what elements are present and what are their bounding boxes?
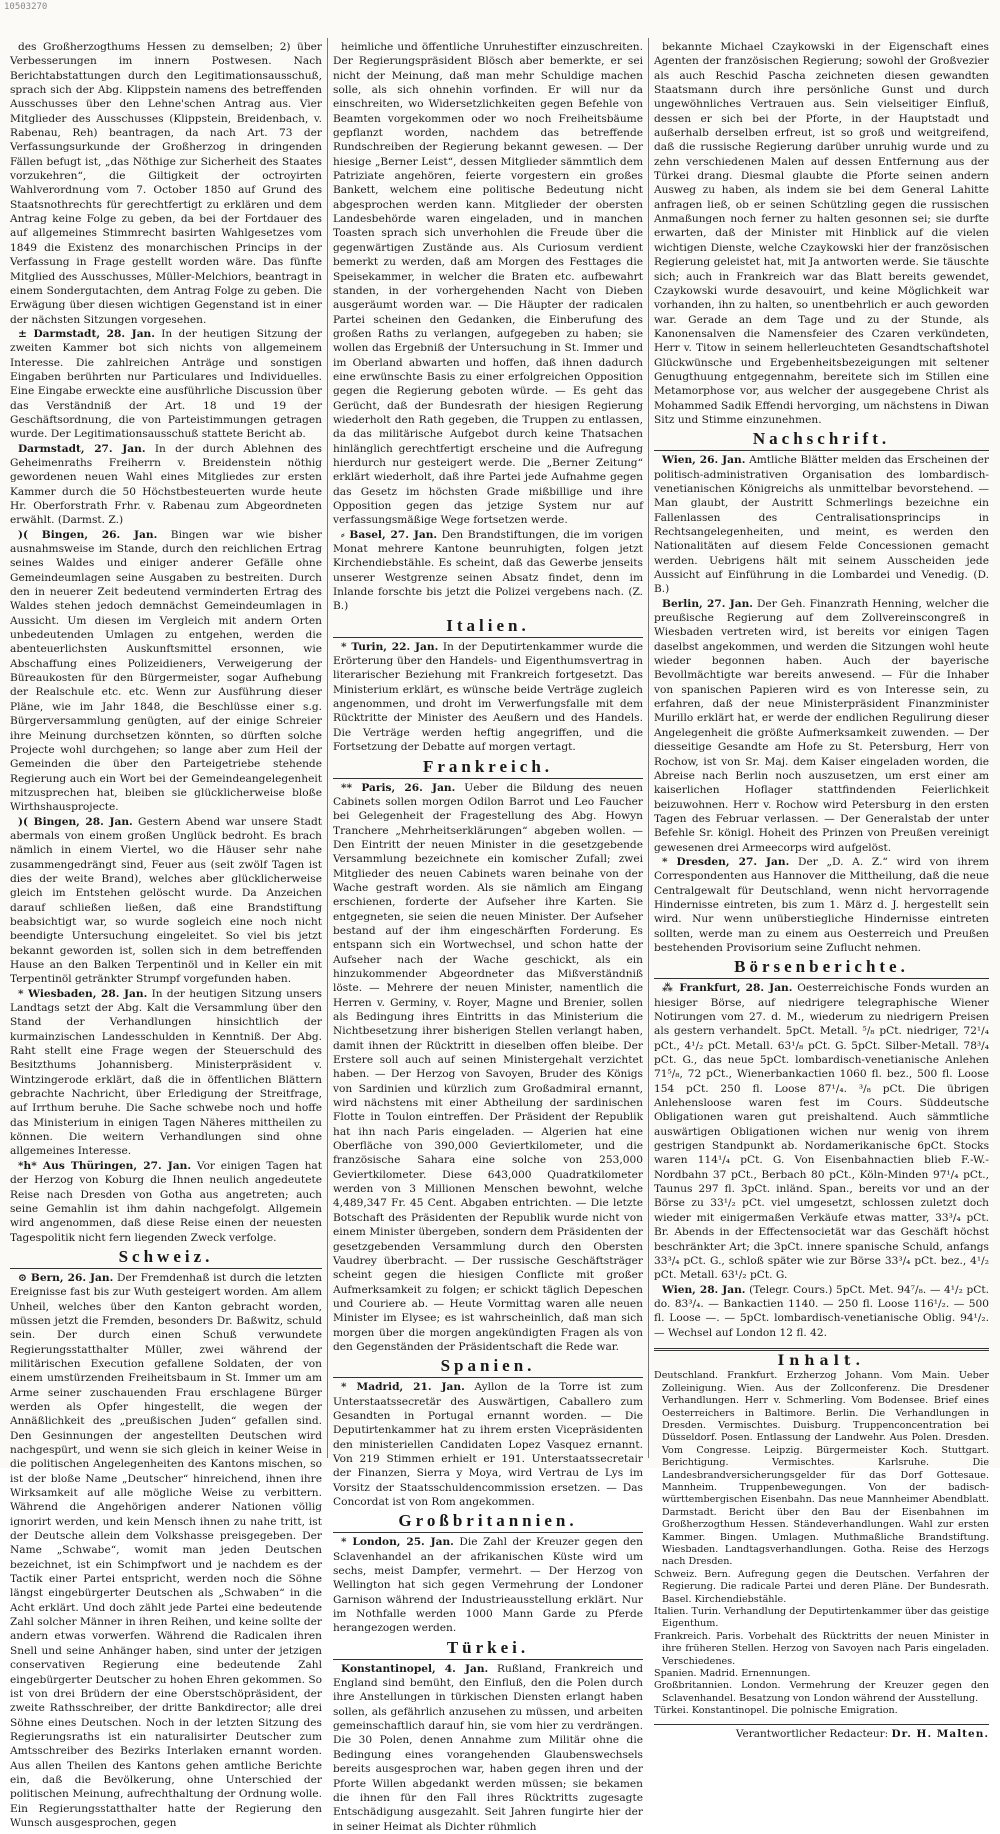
article-dateline: ⊙ Bern, 26. Jan.	[18, 1271, 114, 1284]
toc-entry: Schweiz. Bern. Aufregung gegen die Deutschen. Verfahren der Regierung. Die radicale Partei und deren Pläne. Der Bundesrath. Basel. Kirchendiebstähle.	[654, 1568, 989, 1605]
article-dateline: Konstantinopel, 4. Jan.	[341, 1662, 489, 1675]
article-paragraph	[333, 528, 643, 614]
archive-number: 10503270	[4, 2, 48, 12]
toc-entries	[654, 1370, 989, 1717]
article-text: Den Brandstiftungen, die im vorigen Monat mehrere Kantone beunruhigten, folgen jetzt Kirchendiebstähle. Es scheint, daß das Gewerbe jenseits unserer Westgrenze seinen Absatz findet, denn im Inlande forschte bis jetzt die Polizei vergebens nach. (Z. B.)	[333, 528, 643, 613]
article-text: Bingen war wie bisher ausnahmsweise im Stande, durch den reichlichen Ertrag seines Waldes und einiger anderer Gefälle ohne Gemeindeumlagen seine Ausgaben zu bestreiten. Durch den in neuerer Zeit bedeutend verminderten Ertrag des Waldes stehen jedoch demnächst Gemeindeumlagen in Aussicht. Um diesen im Vergleich mit andern Orten unbedeutenden Umlagen zu entgehen, werden die abenteuerlichsten Auskunftsmittel ersonnen, wie Abschaffung eines Polizeidieners, Verweigerung der Büreaukosten für den Bürgermeister, sogar Aufhebung der Realschule etc. etc. Wenn zur Ausführung dieser Pläne, wie im Jahr 1848, die Beschlüsse einer s.g. Bürgerversammlung genügten, auf der einige Schreier ihre Meinung durchsetzen könnten, so dürften solche Projecte wohl durchgehen; so lange aber zum Heil der Gemeinden die über den Parteigetriebe stehende Regierung auch ein Wort bei der Gemeindeangelegenheit mitzusprechen hat, bleiben sie glücklicherweise bloße Wirthshausprojecte.	[10, 528, 322, 814]
article-paragraph	[10, 327, 322, 442]
article-text: Ueber die Bildung des neuen Cabinets sollen morgen Odilon Barrot und Leo Faucher bei Gelegenheit der Fragestellung des Abg. Howyn Tranchere „Mehrheitserklärungen“ abgeben wollen. — Den Eintritt der neuen Minister in die gesetzgebende Versammlung bezeichnete ein komischer Zufall; zwei Mitglieder des neuen Cabinets waren beinahe von der Wache gestraft worden. Als sie nämlich am Eingang erschienen, forderte der Aufseher ihre Karten. Sie entgegneten, sie seien die neuen Minister. Der Aufseher bestand auf der ihm eingeschärften Forderung. Es entspann sich ein Wortwechsel, und schon hatte der Aufseher nach der Wache geschickt, als ein hinzukommender Abgeordneter das Mißverständniß löste. — Mehrere der neuen Minister, namentlich die Herren v. Germiny, v. Royer, Magne und Brenier, sollen als Bedingung ihres Eintritts in das Ministerium die Nichtbesetzung ihrer bisherigen Stellen verlangt haben, damit ihnen der Rücktritt in dieselben offen bleibe. Der Erstere soll auch auf seinen Ministergehalt verzichtet haben. — Der Herzog von Savoyen, Bruder des Königs von Sardinien und kürzlich zum Großadmiral ernannt, wird nächstens mit einer Abtheilung der sardinischen Flotte in Toulon eintreffen. Der Präsident der Republik hat ihn nach Paris eingeladen. — Algerien hat eine Oberfläche von 390,000 Geviertkilometer, und die französische Sahara eine solche von 253,000 Geviertkilometer. Diese 643,000 Quadratkilometer werden von 3 Millionen Menschen bewohnt, welche 4,489,347 Fr. 45 Cent. Abgaben entrichten. — Die letzte Botschaft des Präsidenten der Republik wurde nicht von einem Minister übergeben, sondern dem Präsidenten der gesetzgebenden Versammlung durch den Obersten Vaudrey überbracht. — Der russische Geschäftsträger scheint gegen die hiesigen Conflicte mit großer Aufmerksamkeit zu folgen; er schickt täglich Depeschen und Couriere ab. — Heute Vormittag waren alle neuen Minister im Elysee; es ist wahrscheinlich, daß man sich morgen über die morgen angekündigten Fragen als von den Gegenständen der Präsidentschaft die Rede war.	[333, 781, 643, 1353]
article-paragraph	[10, 987, 322, 1159]
section-divider	[333, 1532, 643, 1533]
article-dateline: * Madrid, 21. Jan.	[341, 1381, 465, 1394]
article-paragraph	[654, 597, 989, 855]
column-rule	[327, 38, 328, 1458]
article-dateline: )( Bingen, 26. Jan.	[18, 528, 158, 541]
editor-line	[654, 1724, 989, 1740]
column-2	[333, 40, 644, 1833]
toc-entry: Frankreich. Paris. Vorbehalt des Rücktritts der neuen Minister in ihre früheren Stellen. Herzog von Savoyen nach Paris eingeladen. Verschiedenes.	[654, 1630, 989, 1667]
toc-entry: Großbritannien. London. Vermehrung der Kreuzer gegen den Sclavenhandel. Besatzung von London während der Ausstellung.	[654, 1680, 989, 1704]
toc-title: Inhalt.	[777, 1352, 866, 1369]
section-heading: Spanien.	[440, 1356, 536, 1376]
article-paragraph	[654, 453, 989, 596]
article-text: Ayllon de la Torre ist zum Unterstaatssecretär des Auswärtigen, Caballero zum Gesandten in Portugal ernannt worden. — Die Deputirtenkammer hat zu ihrem ersten Vicepräsidenten den ministeriellen Candidaten Lopez Vasquez ernannt. Von 219 Stimmen erhielt er 191. Unterstaatssecretair der Finanzen, Sierra y Moya, wird Vertrau de Lys im Vorsitz der Staatsschuldencommission ersetzen. — Das Concordat ist von Rom angekommen.	[333, 1381, 643, 1508]
article-text: Der „D. A. Z.“ wird von ihrem Correspondenten aus Hannover die Mittheilung, daß die neue Centralgewalt für Deutschland, wenn nicht hervorragende Hindernisse eintreten, bis zum 1. März d. J. hergestellt sein wird. Nur wenn unüberstiegliche Hindernisse eintreten sollten, werde man zu einem aus Oesterreich und Preußen bestehenden Provisorium seine Zuflucht nehmen.	[654, 855, 990, 954]
article-paragraph	[333, 1535, 643, 1635]
article-paragraph	[333, 40, 643, 528]
article-text: (Telegr. Cours.) 5pCt. Met. 94⁷/₈. — 4¹/₂ pCt. do. 83³/₄. — Bankactien 1140. — 250 fl. Loose 116¹/₂. — 500 fl. Loose —. — 5pCt. lombardisch-venetianische Oblig. 94¹/₂. — Wechsel auf London 12 fl. 42.	[654, 1283, 989, 1339]
article-paragraph	[10, 1271, 322, 1830]
article-paragraph	[654, 855, 989, 955]
article-dateline: ± Darmstadt, 28. Jan.	[18, 327, 155, 340]
section-divider	[333, 1377, 643, 1378]
section-divider	[333, 637, 643, 638]
article-dateline: ⸗ Basel, 27. Jan.	[341, 528, 438, 541]
article-text: heimliche und öffentliche Unruhestifter einzuschreiten. Der Regierungspräsident Blösch aber bemerkte, er sei nicht der Meinung, daß man mehr Schuldige machen solle, als sich ohnehin vorfinden. Er will nur da einschreiten, wo Widersetzlichkeiten gegen Befehle von Beamten vorgekommen oder wo noch Freiheitsbäume gepflanzt worden, nachdem das betreffende Rundschreiben der Regierung bekannt gewesen. — Der hiesige „Berner Leist“, dessen Mitglieder sämmtlich dem Patriziate angehören, feierte vorgestern ein großes Bankett, welchem eine politische Bedeutung nicht abgesprochen werden kann. Mitglieder der obersten Landesbehörde waren eingeladen, und in manchen Toasten sprach sich unverhohlen die Freude über die gegenwärtigen Zustände aus. Als Curiosum verdient bemerkt zu werden, daß am Morgen des Festtages die Speisekammer, in welcher die Braten etc. aufbewahrt standen, in der vorhergehenden Nacht von Dieben ausgeräumt worden war. — Die Häupter der radicalen Partei scheinen den Gedanken, die Einberufung des großen Raths zu verlangen, aufgegeben zu haben; sie wollen das Ergebniß der Untersuchung in St. Immer und im Oberland abwarten und hoffen, daß ihnen dadurch eine erwünschte Basis zu einer erfolgreichen Opposition gegen die Regierung geboten würde. — Es geht das Gerücht, daß der Bundesrath der hiesigen Regierung wiederholt den Rath gegeben, die Truppen zu entlassen, da das militärische Aufgebot durch keine Thatsachen hinlänglich gerechtfertigt erscheine und die Aufregung hierdurch nur gesteigert werde. Die „Berner Zeitung“ erklärt wiederholt, daß ihre Partei jede Aufnahme gegen das Gesetz im höchsten Grade mißbillige und ihre Opposition gegen das jetzige System nur auf verfassungsmäßige Wege fortsetzen werde.	[333, 41, 643, 527]
article-text: Der Fremdenhaß ist durch die letzten Ereignisse fast bis zur Wuth gesteigert worden. Am allem Unheil, welches über den Kanton gebracht worden, müssen jetzt die Fremden, besonders Dr. Baßwitz, schuld sein. Der durch einen Schuß verwundete Regierungsstatthalter Müller, zwei während der militärischen Execution gefallene Soldaten, der von einem umstürzenden Freiheitsbaum in St. Immer um am Arme seiner zuschauenden Frau erschlagene Bürger werden als Opfer hingestellt, die wegen der Annäßlichkeit des „preußischen Juden“ gefallen sind. Den Gesinnungen der angestellten Deutschen wird nachgespürt, und wenn sie sich gleich in keiner Weise in die politischen Angelegenheiten des Kantons mischen, so ist der bloße Name „Deutscher“ hinreichend, ihnen ihre Wirksamkeit auf alle mögliche Weise zu verbittern. Während die Angehörigen anderer Nationen völlig ignorirt werden, und kein Mensch ihnen zu nahe tritt, ist der Deutsche allein dem Volkshasse preisgegeben. Der Name „Schwabe“, womit man jeden Deutschen bezeichnet, ist ein Schimpfwort und je nachdem es der Tactik einer Partei entspricht, werden noch die Söhne längst eingebürgerter Deutschen als „Schwaben“ in die Acht erklärt. Und doch zählt jede Partei eine bedeutende Zahl solcher Männer in ihren Reihen, und keine sollte der andern etwas vorwerfen. Während die Radicalen ihren Snell und seine Anhänger haben, sind unter der jetzigen conservativen Regierung eine bedeutende Zahl eingebürgerter Deutscher zu hohen Ehren gekommen. So ist von drei Brüdern der eine Oberstschöpräsident, der zweite Rathsschreiber, der dritte Bankdirector; alle drei Söhne eines Deutschen. Noch in der letzten Sitzung des Regierungsraths ist ein naturalisirter Deutscher zum Amtsschreiber des Bezirks Interlaken ernannt worden. Aus allen Theilen des Kantons gehen amtliche Berichte ein, daß die Bevölkerung, ohne Unterschied der politischen Meinung, aufrechthaltung der Ordnung wolle. Ein Regierungsstatthalter hatte der Regierung den Wunsch ausgesprochen, gegen	[10, 1271, 323, 1829]
article-dateline: Darmstadt, 27. Jan.	[18, 442, 146, 455]
article-paragraph	[654, 40, 989, 427]
section-heading: Frankreich.	[422, 756, 554, 776]
article-text: Gestern Abend war unsere Stadt abermals von einem großen Unglück bedroht. Es brach nämlich in einem Viertel, wo die Häuser sehr nahe zusammengedrängt sind, Feuer aus (seit zwölf Tagen ist dies der weite Brand), welches aber glücklicherweise gleich im Entstehen gelöscht wurde. Da Anzeichen darauf schließen ließen, daß eine Brandstiftung beabsichtigt war, so wurde sogleich eine noch nicht beendigte Untersuchung eingeleitet. So viel bis jetzt bekannt geworden ist, sollen sich in dem betreffenden Hause an den Balken Terpentinöl und in Keller ein mit Terpentinöl getränkter Strumpf vorgefunden haben.	[10, 815, 322, 986]
article-text: Vor einigen Tagen hat der Herzog von Koburg die Ihnen neulich angedeutete Reise nach Dresden von Gotha aus angetreten; auch seine Gemahlin ist ihm dahin nachgefolgt. Allgemein wird angenommen, daß diese Reise einen der neuesten Tagespolitik nicht fern liegenden Zweck verfolge.	[10, 1159, 323, 1244]
article-text: Der Geh. Finanzrath Henning, welcher die preußische Regierung auf dem Zollvereinscongreß in Wiesbaden vertreten wird, ist bereits vor einigen Tagen daselbst angekommen, und werden die Sitzungen wohl heute wieder begonnen haben. Auch der bayerische Bevollmächtigte war bereits anwesend. — Für die Inhaber von spanischen Papieren wird es von Interesse sein, zu erfahren, daß der neue Ministerpräsident Finanzminister Murillo erklärt hat, er werde der endlichen Regulirung dieser Angelegenheit die größte Aufmerksamkeit zuwenden. — Der diesseitige Gesandte am Hofe zu St. Petersburg, Herr von Rochow, ist von Sr. Maj. dem Kaiser eingeladen worden, die Abreise nach Berlin noch auszusetzen, um erst einer am kaiserlichen Hoflager stattfindenden Feierlichkeit beizuwohnen. Herr v. Rochow wird Petersburg in den ersten Tagen des Februar verlassen. — Der Generalstab der unter Befehle Sr. königl. Hoheit des Prinzen von Preußen vereinigt gewesenen drei Armeecorps wird aufgelöst.	[654, 597, 989, 854]
article-paragraph	[654, 1283, 989, 1340]
section-divider	[654, 450, 989, 451]
article-text: In der Deputirtenkammer wurde die Erörterung über den Handels- und Eigenthumsvertrag in literarischer Beziehung mit Frankreich fortgesetzt. Das Ministerium erklärt, es wünsche beide Verträge zugleich angenommen, und droht im Verwerfungsfalle mit dem Rücktritte der Minister des Aeußern und des Handels. Die Verträge werden heftig angegriffen, und die Fortsetzung der Debatte auf morgen vertagt.	[333, 640, 644, 754]
article-paragraph	[10, 1159, 322, 1245]
section-heading: Börsenberichte.	[734, 957, 909, 977]
article-dateline: ⁂ Frankfurt, 28. Jan.	[662, 982, 793, 995]
article-paragraph	[10, 528, 322, 815]
column-3	[654, 40, 990, 1740]
section-heading: Italien.	[446, 615, 530, 635]
article-dateline: )( Bingen, 28. Jan.	[18, 815, 133, 828]
article-text: Oesterreichische Fonds wurden an hiesiger Börse, auf niedrigere telegraphische Wiener Notirungen vom 27. d. M., wiederum zu niedrigern Preisen als gestern verhandelt. 5pCt. Metall. ⁵/₈ pCt. niedriger, 72¹/₄ pCt., 4¹/₂ pCt. Metall. 63¹/₈ pCt. G. 5pCt. Silber-Metall. 78³/₄ pCt. G., das neue 5pCt. lombardisch-venetianische Anlehen 71⁵/₈, 72 pCt., Wienerbankactien 1060 fl. bez., 500 fl. Loose 154 pCt. 250 fl. Loose 87¹/₄. ³/₈ pCt. Die übrigen Anlehensloose waren fest im Cours. Süddeutsche Obligationen waren gut preishaltend. Auch sämmtliche auswärtigen Obligationen wichen nur wenig von ihrem gestrigen Standpunkt ab. Nordamerikanische 6pCt. Stocks waren 114¹/₄ pCt. G. Von Eisenbahnactien blieb F.-W.-Nordbahn 37 pCt., Berbach 80 pCt., Köln-Minden 97¹/₄ pCt., Taunus 297 fl. 3pCt. inländ. Span., bereits vor und an der Börse zu 33¹/₂ pCt. viel umgesetzt, schlossen zuletzt doch wieder mit einigermaßen Verkäufe etwas matter, 33³/₄ pCt. Br. Abends in der Effectensocietät war das Geschäft höchst beschränkter Art; die 3pCt. innere spanische Schuld, anfangs 33³/₄ pCt. G., schloß später wie zur Börse 33³/₄ pCt. bez., 4¹/₂ pCt. Metall. 63¹/₂ pCt. G.	[654, 982, 990, 1282]
article-text: bekannte Michael Czaykowski in der Eigenschaft eines Agenten der französischen Regierung; sowohl der Großvezier als auch Reschid Pascha zeichneten diesen gewandten Staatsmann durch ihre persönliche Gunst und durch ungewöhnliches Vertrauen aus. Sein vielseitiger Einfluß, dessen er sich bei der Pforte, in der Hauptstadt und außerhalb derselben erfreut, ist so groß und weitgreifend, daß die russische Regierung darüber unruhig wurde und zu zehn verschiedenen Malen auf dessen Entfernung aus der Türkei drang. Diesmal glaubte die Pforte seinen andern Ausweg zu haben, als indem sie bei dem General Lahitte anfragen ließ, ob er seinen Schützling gegen die russischen Anmaßungen noch ferner zu halten gesonnen sei; sie durfte erwarten, daß der Minister mit Hinblick auf die vielen wichtigen Dienste, welche Czaykowski hier der französischen Regierung geleistet hat, mit Ja antworten werde. Sie täuschte sich; auch in Frankreich war das Blatt bereits gewendet, Czaykowski wurde desavouirt, und keine Möglichkeit war vorhanden, ihn zu halten, so unentbehrlich er auch geworden war. Gerade an dem Tage und zu der Stunde, als Kanonensalven die Namensfeier des Czaren verkündeten, Herr v. Titow in seinem hellerleuchteten Gesandtschaftshotel Glückwünsche und Ergebenheitsbezeigungen mit seltener Genugthuung entgegennahm, bereitete sich im Stillen eine Metamorphose vor, aus welcher der ausgegebene Christ als Mohammed Sadik Effendi hervorging, um nächstens in Diwan Sitz und Stimme einzunehmen.	[654, 41, 989, 426]
editor-name: Dr. H. Malten.	[891, 1727, 989, 1740]
article-paragraph	[333, 1380, 643, 1509]
toc-entry: Spanien. Madrid. Ernennungen.	[654, 1668, 811, 1680]
article-text: des Großherzogthums Hessen zu demselben; 2) über Verbesserungen im innern Postwesen. Nach Berichtabstattungen durch den Legitimationsausschuß, sprach sich der Abg. Klippstein namens des betreffenden Ausschusses über den Lehne'schen Antrag aus. Vier Mitglieder des Ausschusses (Klippstein, Breidenbach, v. Rabenau, Reh) beantragen, da nach Art. 73 der Verfassungsurkunde der Großherzog in dringenden Fällen befugt ist, „das Nöthige zur Sicherheit des Staates vorzukehren“, die Giltigkeit der octroyirten Wahlverordnung vom 7. October 1850 auf Grund des Staatsnothrechts für gerechtfertigt zu erklären und dem Antrag keine Folge zu geben, da bei der Fortdauer des auf allgemeines Stimmrecht basirten Wahlgesetzes vom 1849 die Existenz des monarchischen Princips in der Verfassung in Frage gestellt worden wäre. Das fünfte Mitglied des Ausschusses, Müller-Melchiors, beantragt in einem Sondergutachten, dem Antrag Folge zu geben. Die Erwägung über diesen wichtigen Gegenstand ist in einer der nächsten Sitzungen vorgesehen.	[10, 41, 322, 326]
section-heading: Schweiz.	[118, 1246, 214, 1266]
column-3-articles	[654, 40, 989, 1340]
table-of-contents	[654, 1348, 989, 1740]
editor-label: Verantwortlicher Redacteur:	[735, 1727, 889, 1740]
article-paragraph	[333, 781, 643, 1355]
article-text: Rußland, Frankreich und England sind bemüht, den Einfluß, den die Polen durch ihre Anstellungen in türkischen Diensten erlangt haben sollen, als gefährlich anzusehen zu müssen, und arbeiten gemeinschaftlich darauf hin, sie vom hier zu verdrängen. Die 30 Polen, denen Annahme zum Militär ohne die Bedingung eines vorangehenden Glaubenswechsels bereits ausgesprochen war, haben gegen ihren und der Pforte Willen abgedankt werden müssen; sie bekamen die ihnen für den Fall ihres Rücktritts zugesagte Entschädigung ausgezahlt. Seit Jahren fungirte hier der in seiner Heimat als Dichter rühmlich	[333, 1662, 643, 1833]
article-text: In der heutigen Sitzung unsers Landtags setzt der Abg. Kalt die Versammlung über den Stand der Verhandlungen hinsichtlich der kurmainzischen Landesschulden in Kenntniß. Der Abg. Raht stellt eine Frage wegen der Steuerschuld des Besitzthums Johannisberg. Ministerpräsident v. Wintzingerode erklärt, daß die in öffentlichen Blättern gebrachte Nachricht, über Erledigung der Streitfrage, auf Irrthum beruhe. Die Sache schwebe noch und hoffe das Ministerium in einigen Tagen Näheres mittheilen zu können. Die weitern Verhandlungen sind ohne allgemeines Interesse.	[10, 987, 322, 1158]
article-text: Die Zahl der Kreuzer gegen den Sclavenhandel an der afrikanischen Küste wird um sechs, meist Dampfer, vermehrt. — Der Herzog von Wellington hat sich gegen Vermehrung der Londoner Garnison während der Industrieausstellung erklärt. Nur im Nothfalle werden 1000 Mann Garde zu Pferde herangezogen werden.	[333, 1536, 643, 1635]
article-dateline: *h* Aus Thüringen, 27. Jan.	[18, 1159, 192, 1172]
article-dateline: Wien, 28. Jan.	[662, 1283, 746, 1296]
section-divider	[654, 978, 989, 979]
article-paragraph	[10, 815, 322, 987]
article-dateline: * London, 25. Jan.	[341, 1536, 454, 1549]
article-paragraph	[333, 1662, 643, 1834]
article-paragraph	[10, 442, 322, 528]
column-1	[10, 40, 323, 1829]
article-text: In der heutigen Sitzung der zweiten Kammer bot sich nichts von allgemeinem Interesse. Die zahlreichen Anträge und sonstigen Eingaben berührten nur Particulares und Individuelles. Eine Eingabe erweckte eine ausführliche Discussion über das Verständniß der Art. 18 und 19 der Geschäftsordnung, die von Parteistimmungen getragen wurde. Der Legitimationsausschuß stattete Bericht ab.	[10, 327, 322, 441]
article-dateline: * Wiesbaden, 28. Jan.	[18, 987, 148, 1000]
column-rule	[648, 38, 649, 1458]
toc-entry: Türkei. Konstantinopel. Die polnische Emigration.	[654, 1705, 898, 1717]
section-divider	[10, 1268, 322, 1269]
article-dateline: * Dresden, 27. Jan.	[662, 855, 790, 868]
toc-entry: Italien. Turin. Verhandlung der Deputirtenkammer über das geistige Eigenthum.	[654, 1606, 989, 1630]
article-dateline: * Turin, 22. Jan.	[341, 640, 439, 653]
article-dateline: Wien, 26. Jan.	[662, 454, 746, 467]
toc-entry: Deutschland. Frankfurt. Erzherzog Johann. Vom Main. Ueber Zolleinigung. Wien. Aus der Zollconferenz. Die Dresdener Verhandlungen. Herr v. Schmerling. Vom Bodensee. Brief eines Oesterreichers in Baltimore. Berlin. Die Verhandlungen in Dresden. Vermischtes. Duisburg. Truppenconcentration bei Düsseldorf. Posen. Entlassung der Landwehr. Aus Polen. Dresden. Vom Congresse. Leipzig. Bürgermeister Koch. Stuttgart. Berichtigung. Vermischtes. Karlsruhe. Die Landesbrandversicherungsgelder für das Dorf Gottesaue. Mannheim. Truppenbewegungen. Von der badisch-württembergischen Eisenbahn. Das neue Mannheimer Abendblatt. Darmstadt. Bericht über den Bau der Eisenbahnen im Großherzogthum Hessen. Ständeverhandlungen. Wahl zur ersten Kammer. Bingen. Umlagen. Muthmaßliche Brandstiftung. Wiesbaden. Landtagsverhandlungen. Gotha. Reise des Herzogs nach Dresden.	[654, 1370, 989, 1568]
article-paragraph	[10, 40, 322, 327]
section-heading: Nachschrift.	[752, 429, 891, 449]
article-paragraph	[654, 981, 989, 1282]
article-dateline: ** Paris, 26. Jan.	[341, 781, 456, 794]
article-dateline: Berlin, 27. Jan.	[662, 597, 753, 610]
article-text: Amtliche Blätter melden das Erscheinen der politisch-administrativen Organisation des lombardisch-venetianischen Königreichs als unmittelbar bevorstehend. — Man glaubt, der Austritt Schmerlings bezeichne ein Fallenlassen des Centralisationsprincips in Rechtsangelegenheiten, und meint, es werden den Nationalitäten auf diesem Felde Concessionen gemacht werden. Uebrigens hält mit seinem Ausscheiden jede Aussicht auf Einführung in die Lombardei und Venedig. (D. B.)	[654, 454, 989, 596]
section-divider	[333, 778, 643, 779]
article-paragraph	[333, 640, 643, 755]
section-heading: Großbritannien.	[398, 1511, 578, 1531]
article-text: In der durch Ablehnen des Geheimenraths Freiherrn v. Breidenstein nöthig gewordenen neuen Wahl eines Mitgliedes zur ersten Kammer durch die 50 Höchstbesteuerten wurde heute Hr. Oberforstrath Frhr. v. Rabenau zum Abgeordneten erwählt. (Darmst. Z.)	[10, 442, 322, 527]
section-heading: Türkei.	[446, 1637, 530, 1657]
section-divider	[333, 1659, 643, 1660]
